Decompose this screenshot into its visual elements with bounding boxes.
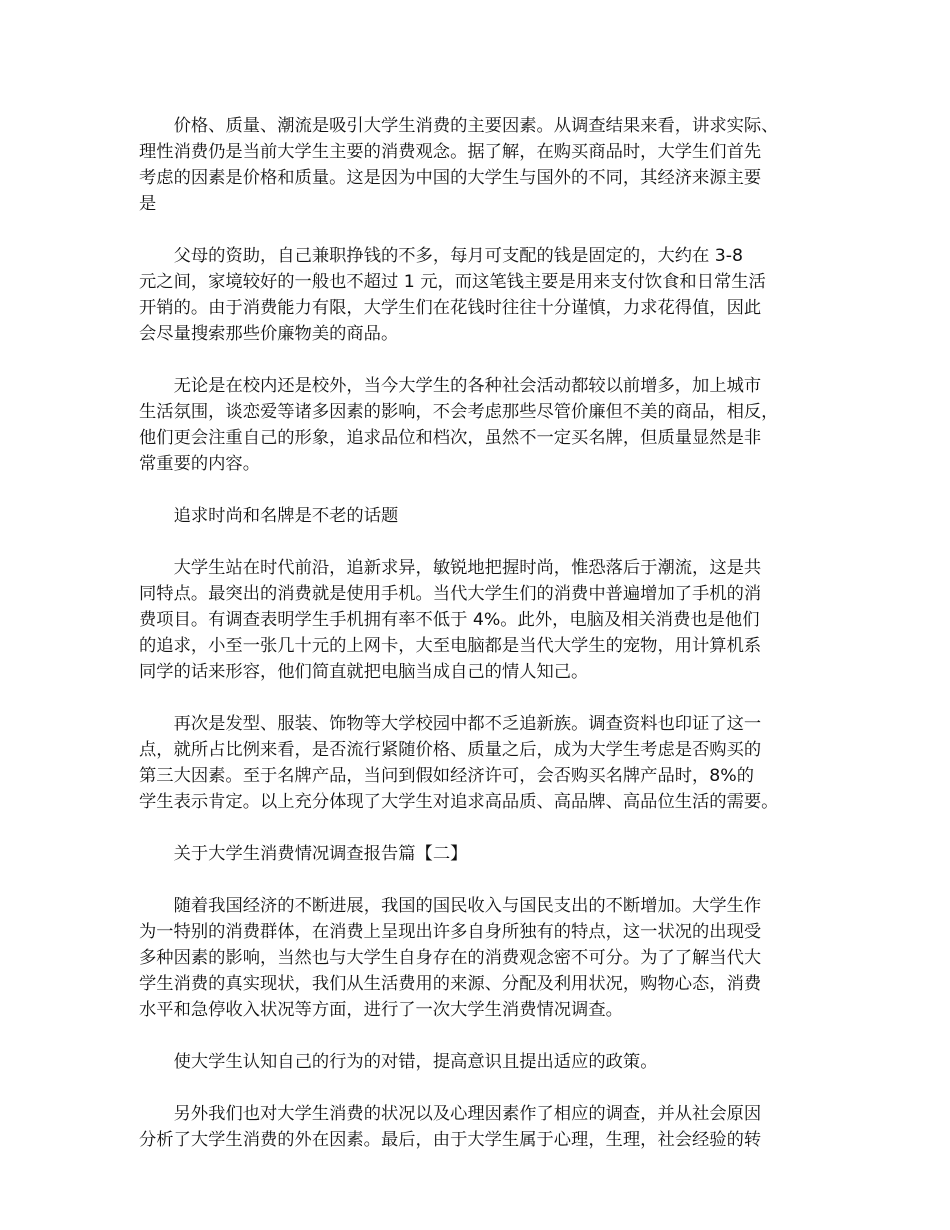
paragraph-5 [139, 711, 829, 815]
text-line: 他们更会注重自己的形象，追求品位和档次，虽然不一定买名牌，但质量显然是非 [139, 428, 762, 448]
paragraph-2 [139, 243, 829, 347]
text-line: 大学生站在时代前沿，追新求异，敏锐地把握时尚，惟恐落后于潮流，这是共 [173, 558, 762, 578]
section-heading-fashion [139, 503, 829, 529]
text-line: 学生消费的真实现状，我们从生活费用的来源、分配及利用状况，购物心态，消费 [139, 974, 762, 994]
text-line: 追求时尚和名牌是不老的话题 [173, 506, 399, 526]
section-heading-part-two [139, 841, 829, 867]
paragraph-6 [139, 893, 829, 1023]
text-line: 同特点。最突出的消费就是使用手机。当代大学生们的消费中普遍增加了手机的消 [139, 584, 762, 604]
text-line: 是 [139, 194, 157, 214]
text-line: 父母的资助，自己兼职挣钱的不多，每月可支配的钱是固定的，大约在 3-8 [173, 246, 744, 266]
text-line: 分析了大学生消费的外在因素。最后，由于大学生属于心理，生理，社会经验的转 [139, 1130, 762, 1150]
text-line: 第三大因素。至于名牌产品，当问到假如经济许可，会否购买名牌产品时，8%的 [139, 766, 754, 786]
text-line: 常重要的内容。 [139, 454, 260, 474]
text-line: 水平和急停收入状况等方面，进行了一次大学生消费情况调查。 [139, 1000, 623, 1020]
paragraph-1 [139, 113, 829, 217]
text-line: 元之间，家境较好的一般也不超过 1 元，而这笔钱主要是用来支付饮食和日常生活 [139, 272, 766, 292]
paragraph-4 [139, 555, 829, 685]
text-line: 再次是发型、服装、饰物等大学校园中都不乏追新族。调查资料也印证了这一 [173, 714, 762, 734]
paragraph-7 [139, 1049, 829, 1075]
text-line: 随着我国经济的不断进展，我国的国民收入与国民支出的不断增加。大学生作 [173, 896, 762, 916]
document-page [139, 113, 829, 1179]
paragraph-8 [139, 1101, 829, 1153]
text-line: 无论是在校内还是校外，当今大学生的各种社会活动都较以前增多，加上城市 [173, 376, 762, 396]
text-line: 学生表示肯定。以上充分体现了大学生对追求高品质、高品牌、高品位生活的需要。 [139, 792, 779, 812]
text-line: 费项目。有调查表明学生手机拥有率不低于 4%。此外，电脑及相关消费也是他们 [139, 610, 760, 630]
text-line: 为一特别的消费群体，在消费上呈现出许多自身所独有的特点，这一状况的出现受 [139, 922, 762, 942]
text-line: 同学的话来形容，他们简直就把电脑当成自己的情人知己。 [139, 662, 589, 682]
text-line: 的追求，小至一张几十元的上网卡，大至电脑都是当代大学生的宠物，用计算机系 [139, 636, 762, 656]
text-line: 使大学生认知自己的行为的对错，提高意识且提出适应的政策。 [173, 1052, 658, 1072]
text-line: 另外我们也对大学生消费的状况以及心理因素作了相应的调查，并从社会原因 [173, 1104, 762, 1124]
text-line: 会尽量搜索那些价廉物美的商品。 [139, 324, 399, 344]
text-line: 开销的。由于消费能力有限，大学生们在花钱时往往十分谨慎，力求花得值，因此 [139, 298, 762, 318]
text-line: 价格、质量、潮流是吸引大学生消费的主要因素。从调查结果来看，讲求实际、 [173, 116, 779, 136]
text-line: 理性消费仍是当前大学生主要的消费观念。据了解，在购买商品时，大学生们首先 [139, 142, 762, 162]
paragraph-3 [139, 373, 829, 477]
text-line: 关于大学生消费情况调查报告篇【二】 [173, 844, 468, 864]
text-line: 生活氛围，谈恋爱等诸多因素的影响，不会考虑那些尽管价廉但不美的商品，相反， [139, 402, 779, 422]
text-line: 多种因素的影响，当然也与大学生自身存在的消费观念密不可分。为了了解当代大 [139, 948, 762, 968]
text-line: 点，就所占比例来看，是否流行紧随价格、质量之后，成为大学生考虑是否购买的 [139, 740, 762, 760]
text-line: 考虑的因素是价格和质量。这是因为中国的大学生与国外的不同，其经济来源主要 [139, 168, 762, 188]
